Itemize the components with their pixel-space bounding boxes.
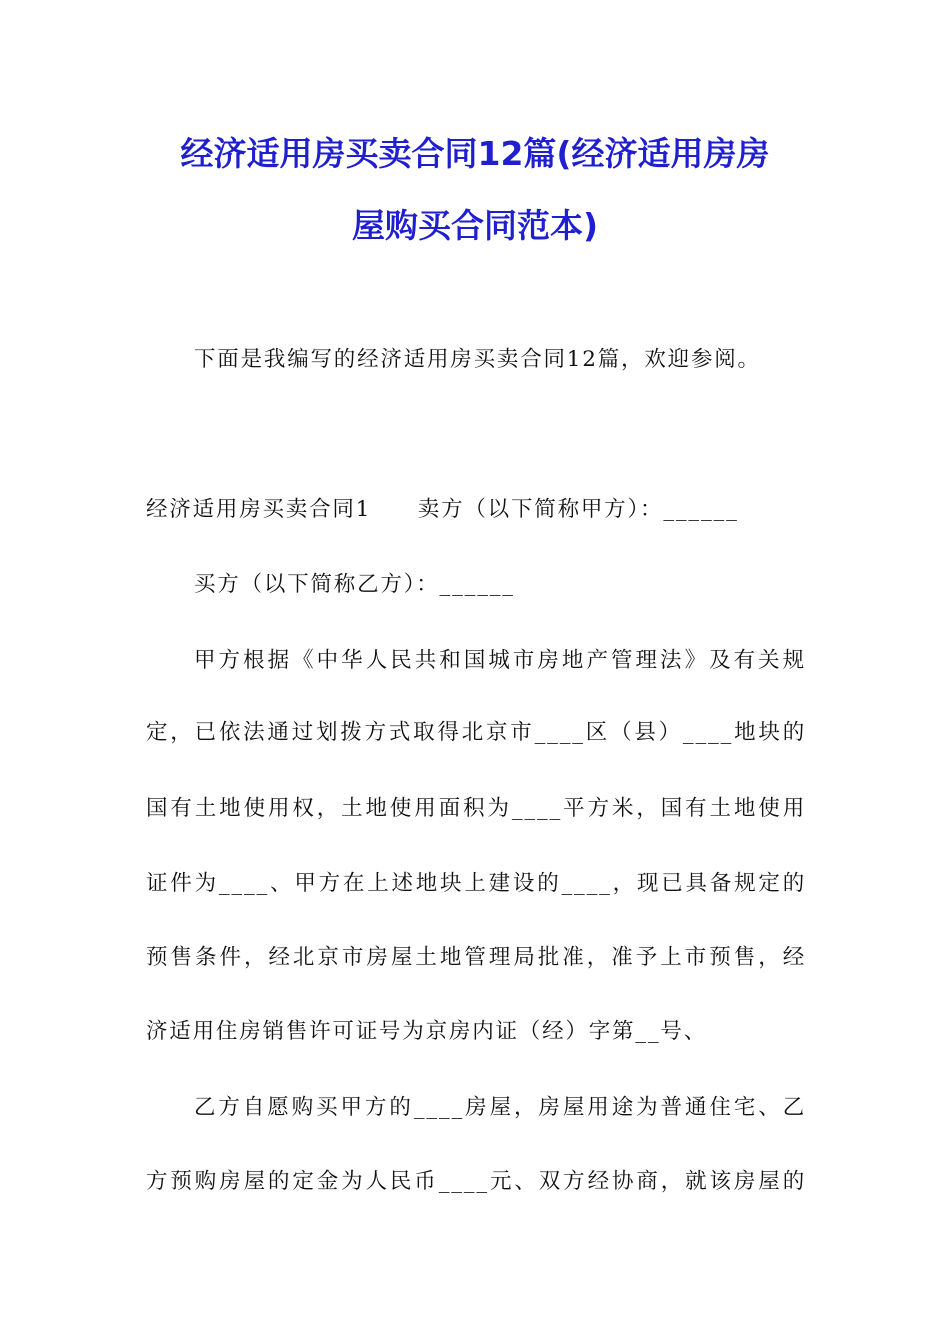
document-title-line-2: 屋购买合同范本) xyxy=(351,206,599,245)
paragraph-line: 国有土地使用权，土地使用面积为____平方米，国有土地使用 xyxy=(146,796,806,821)
paragraph-line: 定，已依法通过划拨方式取得北京市____区（县）____地块的 xyxy=(146,720,806,745)
paragraph-line: 乙方自愿购买甲方的____房屋，房屋用途为普通住宅、乙 xyxy=(194,1095,806,1120)
paragraph-line: 证件为____、甲方在上述地块上建设的____，现已具备规定的 xyxy=(146,871,806,896)
paragraph-line: 方预购房屋的定金为人民币____元、双方经协商，就该房屋的 xyxy=(146,1169,806,1194)
paragraph-line: 济适用住房销售许可证号为京房内证（经）字第__号、 xyxy=(146,1019,708,1044)
intro-paragraph: 下面是我编写的经济适用房买卖合同12篇，欢迎参阅。 xyxy=(194,347,761,372)
paragraph-line: 预售条件，经北京市房屋土地管理局批准，准予上市预售，经 xyxy=(146,945,806,970)
document-title-line-1: 经济适用房买卖合同12篇(经济适用房房 xyxy=(180,134,770,173)
contract-heading-line: 经济适用房买卖合同1 卖方（以下简称甲方）：______ xyxy=(146,497,739,522)
buyer-line: 买方（以下简称乙方）：______ xyxy=(194,572,515,597)
paragraph-line: 甲方根据《中华人民共和国城市房地产管理法》及有关规 xyxy=(194,648,806,673)
